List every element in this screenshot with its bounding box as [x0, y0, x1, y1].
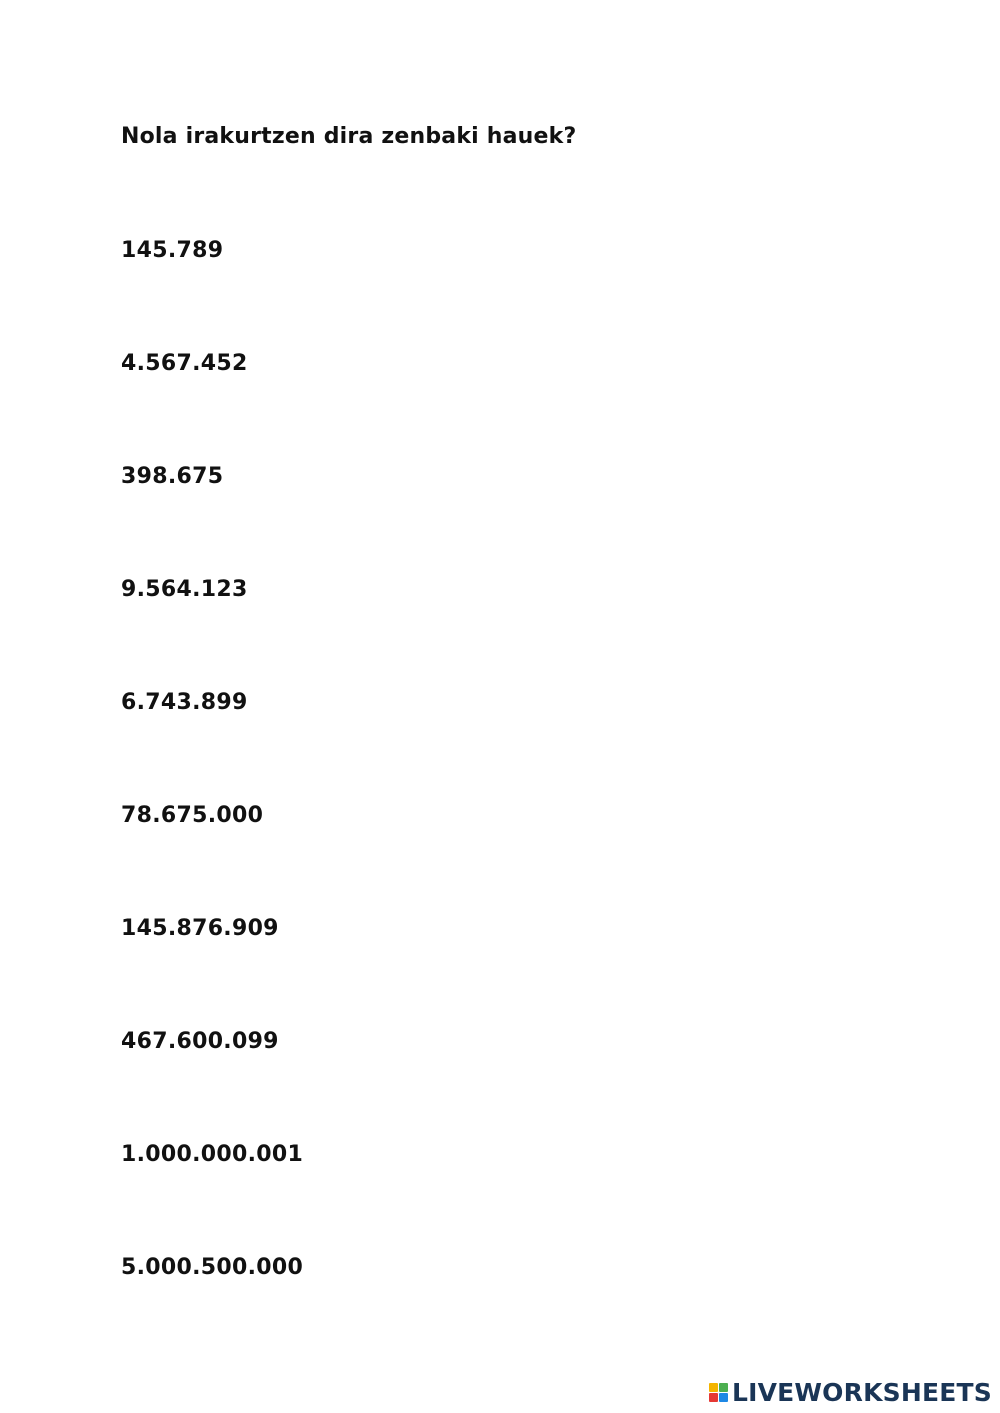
watermark-text: LIVEWORKSHEETS: [731, 1378, 992, 1407]
logo-tile-red: [709, 1393, 718, 1402]
logo-tile-blue: [719, 1393, 728, 1402]
number-item: 4.567.452: [121, 351, 248, 376]
number-list: [121, 237, 303, 1367]
logo-tile-yellow: [709, 1383, 718, 1392]
number-item: 5.000.500.000: [121, 1255, 304, 1280]
liveworksheets-watermark: [709, 1378, 992, 1407]
number-item: 9.564.123: [121, 577, 248, 602]
logo-tile-green: [719, 1383, 728, 1392]
liveworksheets-logo-icon: [709, 1383, 728, 1402]
number-item: 467.600.099: [121, 1029, 279, 1054]
number-item: 398.675: [121, 464, 224, 489]
number-item: 1.000.000.001: [121, 1142, 304, 1167]
number-item: 6.743.899: [121, 690, 248, 715]
number-item: 145.876.909: [121, 916, 279, 941]
number-item: 145.789: [121, 238, 224, 263]
question-heading: Nola irakurtzen dira zenbaki hauek?: [121, 124, 577, 149]
number-item: 78.675.000: [121, 803, 264, 828]
